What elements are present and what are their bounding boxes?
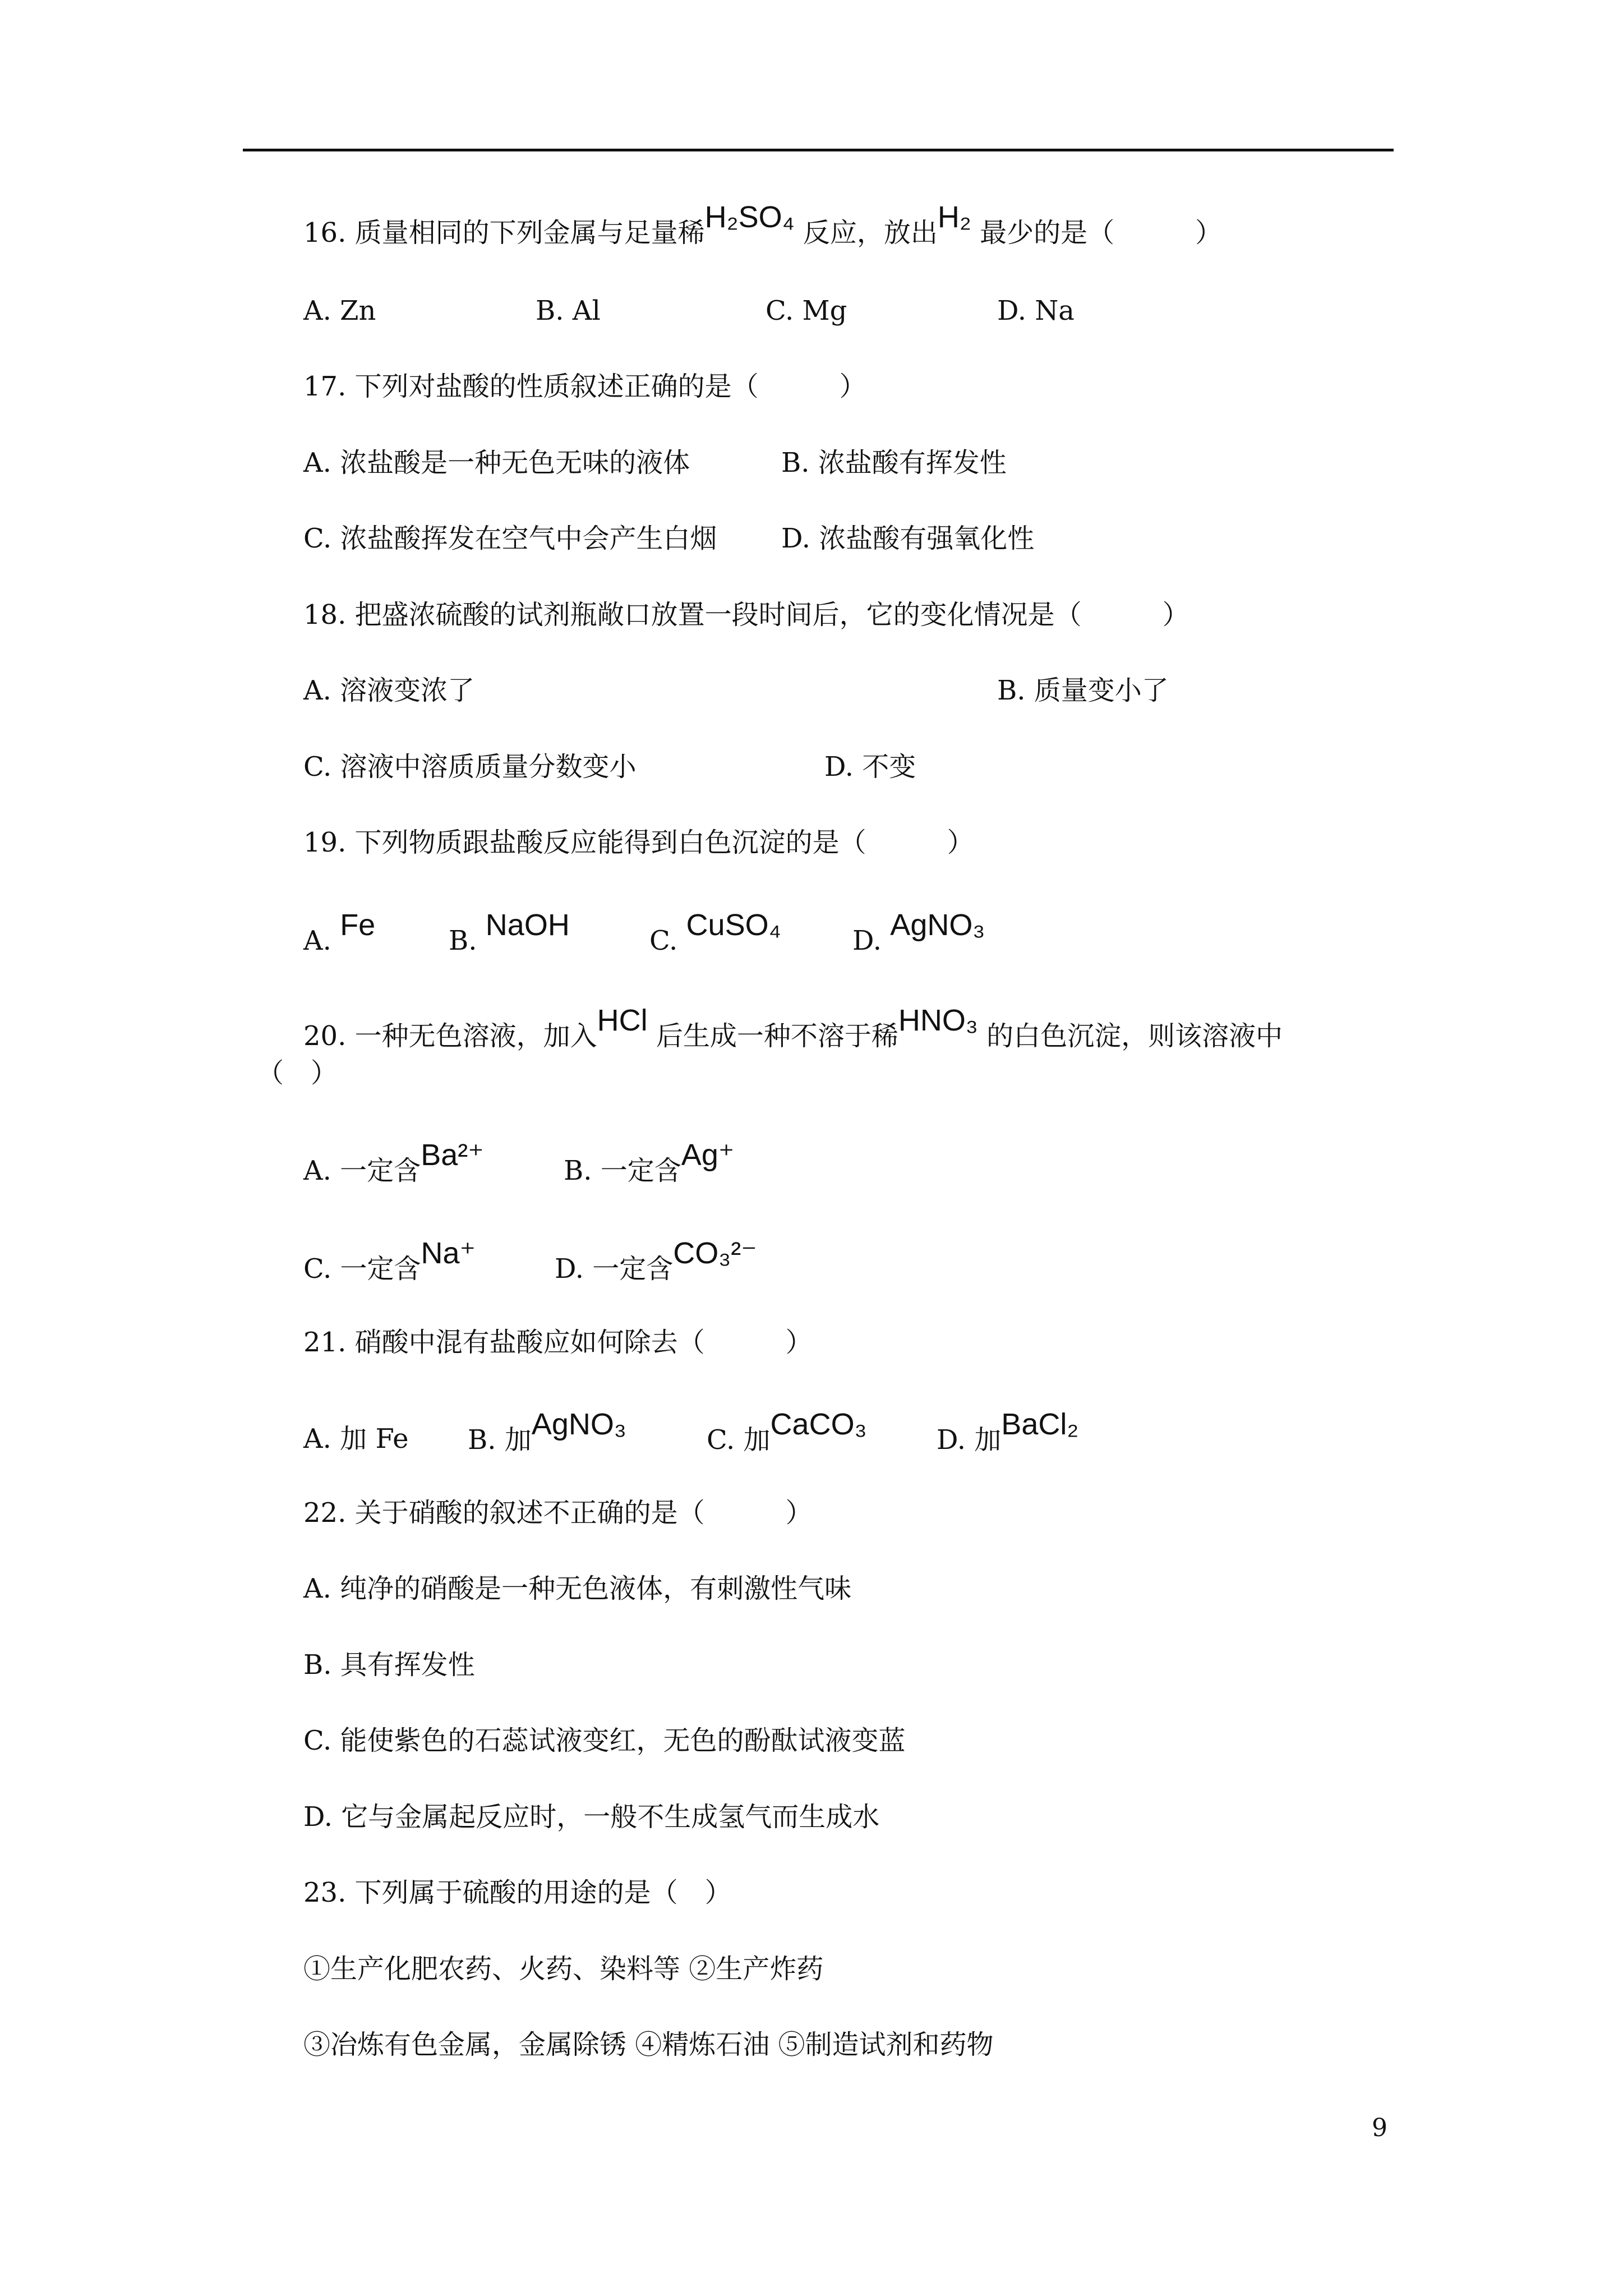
q20-option-c: C. 一定含Na⁺ (303, 1236, 476, 1285)
q23-use-list-1: ①生产化肥农药、火药、染料等 ②生产炸药 (303, 1953, 824, 1985)
q19-stem: 19. 下列物质跟盐酸反应能得到白色沉淀的是（ ） (303, 827, 974, 858)
formula-bacl2: BaCl₂ (1001, 1407, 1079, 1441)
formula-fe: Fe (340, 908, 376, 942)
formula-agno3-q21: AgNO₃ (531, 1407, 626, 1441)
q21-option-b: B. 加AgNO₃ (468, 1407, 626, 1456)
q16-option-a: A. Zn (303, 295, 376, 326)
formula-hcl: HCl (597, 1004, 648, 1037)
q22-option-b: B. 具有挥发性 (303, 1649, 475, 1681)
formula-caco3: CaCO₃ (770, 1407, 867, 1441)
q17-option-b: B. 浓盐酸有挥发性 (781, 447, 1007, 478)
q21-option-c: C. 加CaCO₃ (707, 1407, 867, 1456)
q16-stem: 16. 质量相同的下列金属与足量稀H₂SO₄ 反应，放出H₂ 最少的是（ ） (303, 200, 1223, 249)
q23-use-list-2: ③冶炼有色金属，金属除锈 ④精炼石油 ⑤制造试剂和药物 (303, 2029, 994, 2060)
q17-option-d: D. 浓盐酸有强氧化性 (781, 523, 1035, 554)
formula-h2: H₂ (937, 200, 971, 234)
ion-co3-2minus: CO₃²⁻ (673, 1236, 757, 1270)
q23-stem: 23. 下列属于硫酸的用途的是（ ） (303, 1877, 732, 1908)
q20-option-a: A. 一定含Ba²⁺ (303, 1138, 484, 1186)
q22-stem: 22. 关于硝酸的叙述不正确的是（ ） (303, 1497, 813, 1529)
ion-ba2plus: Ba²⁺ (421, 1138, 484, 1172)
q22-option-d: D. 它与金属起反应时，一般不生成氢气而生成水 (303, 1801, 880, 1833)
q22-option-c: C. 能使紫色的石蕊试液变红，无色的酚酞试液变蓝 (303, 1725, 906, 1756)
q19-option-a: A. Fe (303, 908, 376, 956)
q18-option-b: B. 质量变小了 (997, 675, 1169, 706)
q18-stem: 18. 把盛浓硫酸的试剂瓶敞口放置一段时间后，它的变化情况是（ ） (303, 599, 1189, 631)
q20-option-b: B. 一定含Ag⁺ (564, 1138, 735, 1186)
ion-agplus: Ag⁺ (681, 1138, 735, 1172)
q21-stem: 21. 硝酸中混有盐酸应如何除去（ ） (303, 1327, 813, 1358)
q18-option-d: D. 不变 (824, 751, 916, 783)
q19-option-c: C. CuSO₄ (649, 908, 781, 956)
q16-option-d: D. Na (997, 295, 1075, 326)
q20-option-d: D. 一定含CO₃²⁻ (555, 1236, 757, 1285)
q16-option-b: B. Al (536, 295, 601, 326)
formula-hno3: HNO₃ (898, 1004, 978, 1037)
q21-option-a: A. 加 Fe (303, 1423, 409, 1455)
q17-option-c: C. 浓盐酸挥发在空气中会产生白烟 (303, 523, 717, 554)
q22-option-a: A. 纯净的硝酸是一种无色液体，有刺激性气味 (303, 1573, 852, 1604)
formula-cuso4: CuSO₄ (686, 908, 781, 942)
q20-stem-continued: （ ） (257, 1057, 338, 1089)
ion-naplus: Na⁺ (421, 1236, 476, 1270)
q20-stem: 20. 一种无色溶液，加入HCl 后生成一种不溶于稀HNO₃ 的白色沉淀，则该溶液中 (303, 1004, 1283, 1052)
formula-h2so4: H₂SO₄ (704, 200, 795, 234)
q17-option-a: A. 浓盐酸是一种无色无味的液体 (303, 447, 690, 478)
q16-option-c: C. Mg (766, 295, 847, 326)
header-rule (243, 149, 1394, 151)
q19-option-b: B. NaOH (449, 908, 570, 956)
q19-option-d: D. AgNO₃ (852, 908, 985, 956)
q17-stem: 17. 下列对盐酸的性质叙述正确的是（ ） (303, 371, 866, 402)
q18-option-c: C. 溶液中溶质质量分数变小 (303, 751, 637, 783)
formula-agno3: AgNO₃ (890, 908, 985, 942)
q18-option-a: A. 溶液变浓了 (303, 675, 475, 706)
formula-naoh: NaOH (485, 908, 570, 942)
q21-option-d: D. 加BaCl₂ (937, 1407, 1079, 1456)
page-number: 9 (1372, 2114, 1387, 2142)
